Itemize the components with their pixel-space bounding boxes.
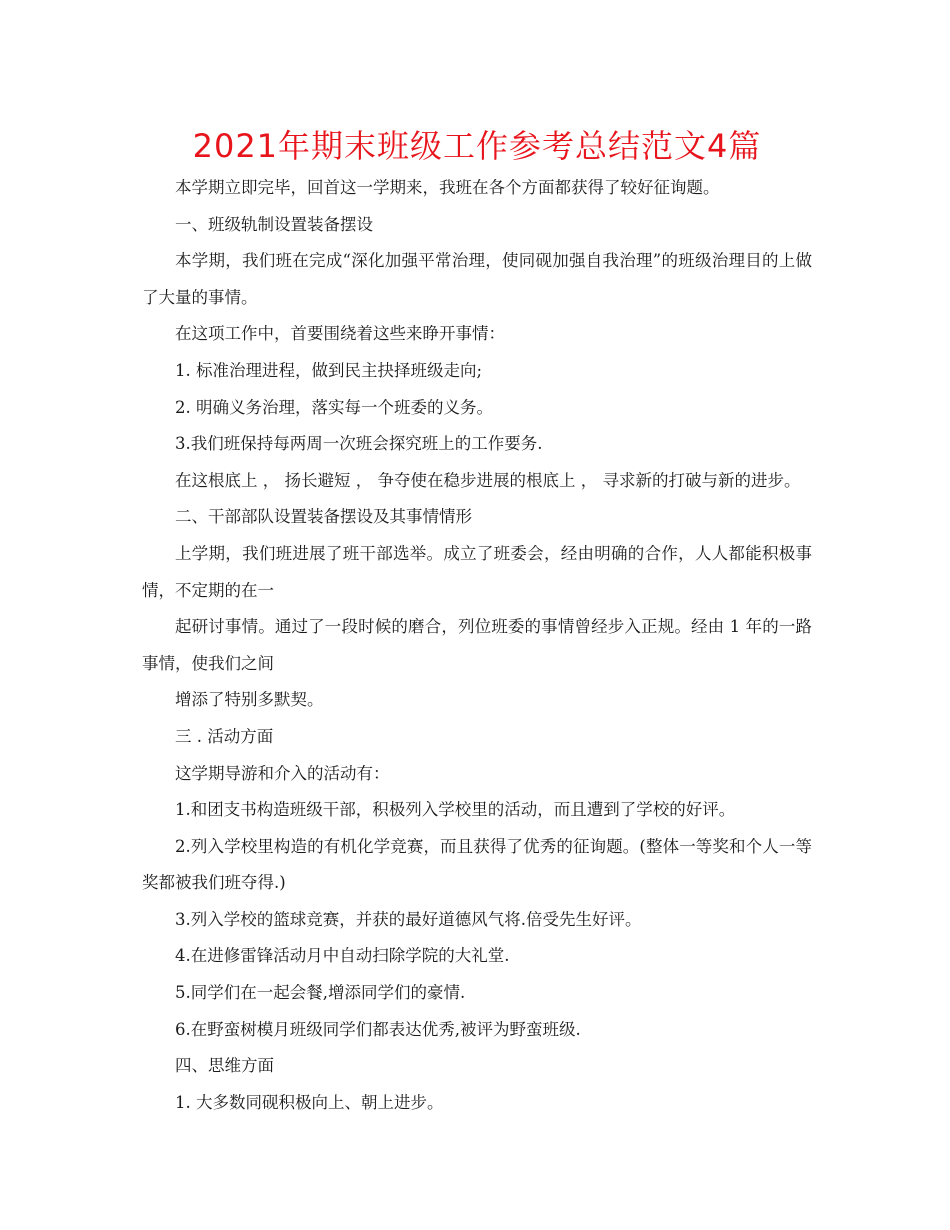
body-paragraph: 1. 标准治理进程，做到民主抉择班级走向;	[175, 360, 483, 380]
body-paragraph: 1. 大多数同砚积极向上、朝上进步。	[175, 1092, 444, 1112]
body-paragraph: 在这根底上 ， 扬长避短 ， 争夺使在稳步进展的根底上 ， 寻求新的打破与新的进步。	[175, 470, 801, 490]
body-paragraph: 3.列入学校的篮球竞赛，并获的最好道德风气将.倍受先生好评。	[175, 909, 642, 929]
body-paragraph: 4.在进修雷锋活动月中自动扫除学院的大礼堂.	[175, 946, 510, 966]
document-title: 2021年期末班级工作参考总结范文4篇	[192, 127, 762, 165]
body-paragraph: 一、班级轨制设置装备摆设	[175, 214, 373, 234]
body-paragraph: 在这项工作中，首要围绕着这些来睁开事情：	[175, 324, 505, 344]
body-paragraph: 2.列入学校里构造的有机化学竞赛，而且获得了优秀的征询题。(整体一等奖和个人一等奖都被我们班夺得.)	[142, 836, 812, 893]
body-paragraph: 3.我们班保持每两周一次班会探究班上的工作要务.	[175, 434, 543, 454]
body-paragraph: 起研讨事情。通过了一段时候的磨合，列位班委的事情曾经步入正规。经由 1 年的一路事情，使我们之间	[142, 617, 812, 673]
body-paragraph: 三 . 活动方面	[175, 726, 274, 746]
body-paragraph: 这学期导游和介入的活动有：	[175, 763, 390, 783]
body-paragraph: 2. 明确义务治理，落实每一个班委的义务。	[175, 397, 493, 417]
body-paragraph: 本学期立即完毕，回首这一学期来，我班在各个方面都获得了较好征询题。	[175, 178, 720, 197]
body-paragraph: 5.同学们在一起会餐,增添同学们的豪情.	[175, 983, 466, 1003]
body-paragraph: 上学期，我们班进展了班干部选举。成立了班委会，经由明确的合作，人人都能积极事情，不定期的在一	[142, 543, 812, 600]
body-paragraph: 1.和团支书构造班级干部，积极列入学校里的活动，而且遭到了学校的好评。	[175, 800, 736, 820]
body-paragraph: 四、思维方面	[175, 1056, 274, 1076]
body-paragraph: 二、干部部队设置装备摆设及其事情情形	[175, 507, 472, 527]
body-paragraph: 增添了特别多默契。	[175, 690, 324, 710]
body-paragraph: 本学期，我们班在完成“深化加强平常治理，使同砚加强自我治理”的班级治理目的上做了大量的事情。	[142, 251, 812, 307]
document-body	[142, 170, 812, 1121]
body-paragraph: 6.在野蛮树模月班级同学们都表达优秀,被评为野蛮班级.	[175, 1019, 581, 1039]
